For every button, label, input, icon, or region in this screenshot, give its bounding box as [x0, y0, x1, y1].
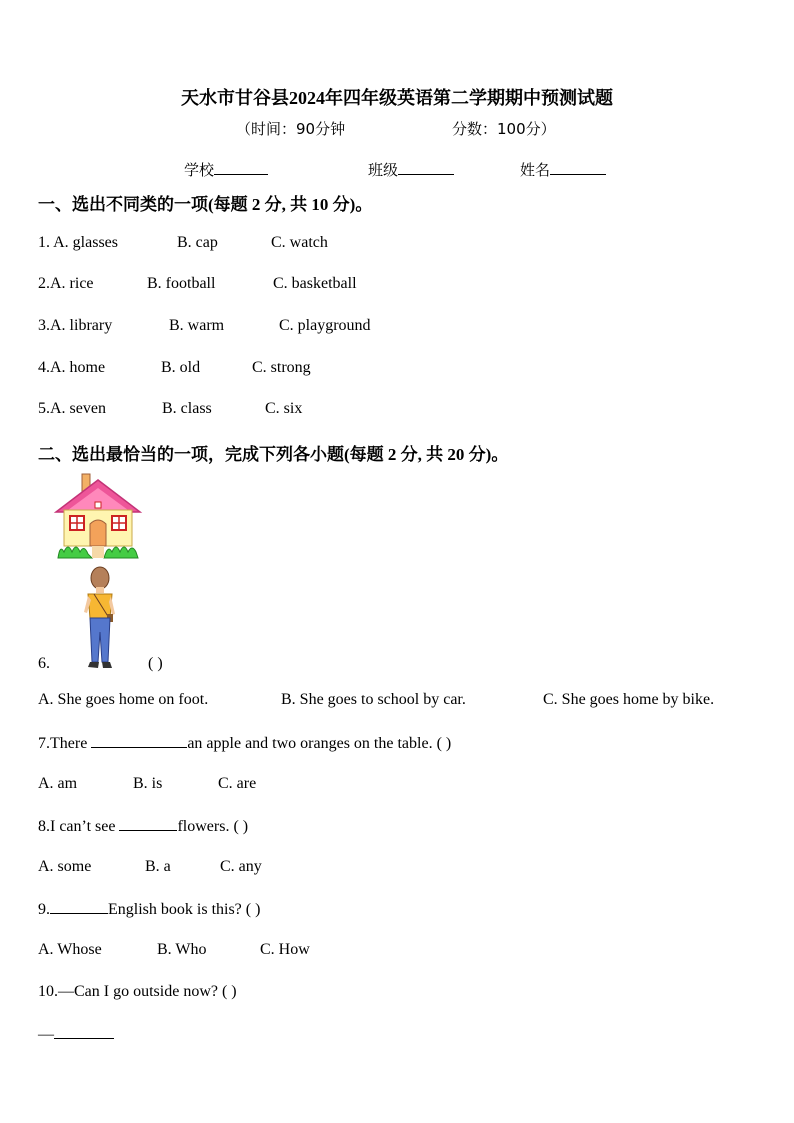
q7-prefix: 7.There	[38, 735, 92, 752]
q9-option-a: A. Whose	[38, 941, 102, 958]
q7-suffix: an apple and two oranges on the table. ( )	[187, 735, 452, 752]
q4-c: C. strong	[252, 359, 311, 376]
page-title: 天水市甘谷县2024年四年级英语第二学期期中预测试题	[181, 88, 613, 108]
class-blank[interactable]	[398, 160, 454, 175]
name-blank[interactable]	[550, 160, 606, 175]
q8-blank[interactable]	[119, 816, 177, 831]
q1-b: B. cap	[177, 234, 218, 251]
q10-dash: —	[38, 1026, 54, 1043]
house-illustration	[52, 472, 144, 562]
q9-option-c: C. How	[260, 941, 310, 958]
q6-answer-paren[interactable]: ( )	[148, 655, 163, 672]
q9-blank[interactable]	[50, 899, 108, 914]
q9-suffix: English book is this? ( )	[108, 901, 261, 918]
score-info: 分数：100分）	[452, 120, 556, 138]
time-info: （时间：90分钟	[236, 120, 346, 138]
q8-prefix: 8.I can’t see	[38, 818, 120, 835]
q4-a: 4.A. home	[38, 359, 106, 376]
q9-option-b: B. Who	[157, 941, 207, 958]
q8-option-b: B. a	[145, 858, 171, 875]
q10-blank[interactable]	[54, 1024, 114, 1039]
q9-question	[38, 899, 260, 919]
q3-a: 3.A. library	[38, 317, 113, 334]
q2-b: B. football	[147, 275, 216, 292]
q5-b: B. class	[162, 400, 212, 417]
q6-option-b: B. She goes to school by car.	[281, 691, 466, 708]
q6-option-a: A. She goes home on foot.	[38, 691, 209, 708]
q1-c: C. watch	[271, 234, 328, 251]
q7-option-b: B. is	[133, 775, 163, 792]
school-blank[interactable]	[214, 160, 268, 175]
class-label: 班级	[368, 161, 399, 179]
q3-b: B. warm	[169, 317, 225, 334]
q10-question: 10.—Can I go outside now? ( )	[38, 983, 237, 1000]
q5-c: C. six	[265, 400, 303, 417]
q7-blank[interactable]	[91, 733, 187, 748]
section1-title: 一、选出不同类的一项(每题 2 分, 共 10 分)。	[38, 195, 373, 214]
q2-a: 2.A. rice	[38, 275, 94, 292]
name-field	[520, 159, 606, 180]
q8-suffix: flowers. ( )	[177, 818, 249, 835]
q3-c: C. playground	[279, 317, 371, 334]
q10-answer	[38, 1024, 114, 1044]
section2-title: 二、选出最恰当的一项，完成下列各小题(每题 2 分, 共 20 分)。	[38, 445, 509, 464]
name-label: 姓名	[520, 161, 551, 179]
q8-option-a: A. some	[38, 858, 92, 875]
q2-c: C. basketball	[273, 275, 357, 292]
q6-option-c: C. She goes home by bike.	[543, 691, 715, 708]
q4-b: B. old	[161, 359, 201, 376]
q7-option-c: C. are	[218, 775, 257, 792]
class-field	[368, 159, 454, 180]
q7-option-a: A. am	[38, 775, 78, 792]
school-field	[184, 159, 268, 180]
q6-number: 6.	[38, 655, 50, 672]
q9-prefix: 9.	[38, 901, 50, 918]
q8-option-c: C. any	[220, 858, 262, 875]
q5-a: 5.A. seven	[38, 400, 106, 417]
school-label: 学校	[184, 161, 215, 179]
q7-question	[38, 733, 451, 753]
q8-question	[38, 816, 248, 836]
girl-walking-illustration	[80, 566, 120, 670]
q1-a: 1. A. glasses	[38, 234, 118, 251]
